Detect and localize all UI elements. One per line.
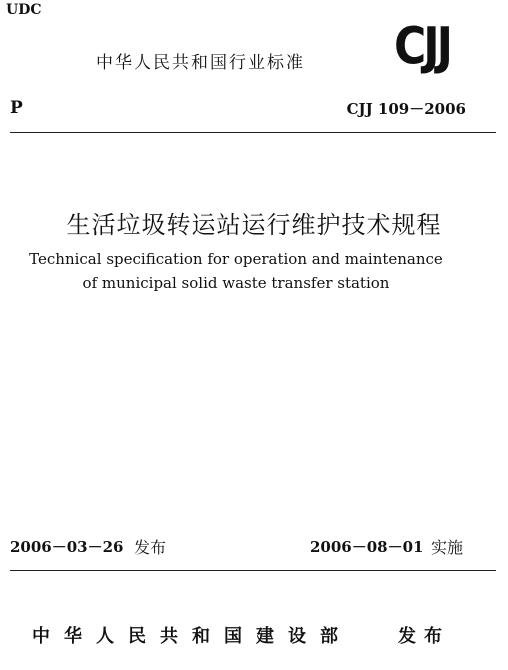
issue-label: 发布 xyxy=(134,538,167,557)
document-title-chinese: 生活垃圾转运站运行维护技术规程 xyxy=(66,211,442,239)
publisher-name: 中华人民共和国建设部 xyxy=(32,626,352,647)
classification-code: P xyxy=(10,98,23,118)
cjj-logo: CJJ xyxy=(393,16,451,76)
document-title-english-line2: of municipal solid waste transfer station xyxy=(82,274,390,292)
standard-category: 中华人民共和国行业标准 xyxy=(96,53,305,73)
issue-date: 2006－03－26 xyxy=(10,538,124,556)
publish-label: 发布 xyxy=(398,626,450,647)
standard-number: CJJ 109－2006 xyxy=(346,100,466,118)
top-divider xyxy=(10,132,496,133)
document-title-english-line1: Technical specification for operation and maintenance xyxy=(29,250,443,268)
udc-label: UDC xyxy=(6,2,42,18)
bottom-divider xyxy=(10,570,496,571)
implementation-label: 实施 xyxy=(431,538,464,557)
implementation-date: 2006－08－01 xyxy=(310,538,424,556)
